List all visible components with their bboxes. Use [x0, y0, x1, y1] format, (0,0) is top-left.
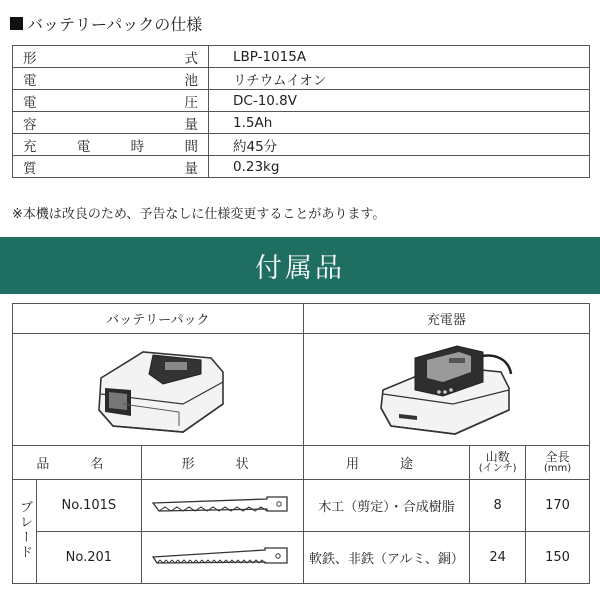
accessory-labels-row: [13, 304, 590, 334]
spec-note: ※本機は改良のため、予告なしに仕様変更することがあります。: [12, 207, 386, 222]
blade-101s-icon: [147, 489, 297, 519]
spec-key-char: 充: [23, 138, 37, 155]
spec-value: 1.5Ah: [209, 112, 590, 134]
accessories-table: [12, 303, 590, 584]
spec-title-text: バッテリーパックの仕様: [27, 15, 203, 34]
spec-key-char: 池: [184, 72, 198, 89]
spec-key-char: 量: [184, 116, 198, 133]
spec-value: 0.23kg: [209, 156, 590, 178]
battery-pack-image-cell: [13, 334, 304, 446]
spec-key-char: 電: [23, 94, 37, 111]
blade-teeth: 8: [470, 480, 526, 532]
length-header: 全長 (mm): [526, 446, 590, 480]
spec-title: [10, 12, 202, 35]
blade-use: 軟鉄、非鉄（アルミ、銅）: [303, 532, 470, 584]
blade-shape-cell: [141, 480, 303, 532]
banner-title: 付属品: [255, 253, 345, 284]
spec-key-char: 時: [130, 138, 145, 155]
spec-key-char: 形: [23, 50, 37, 67]
spec-key-char: 式: [184, 50, 198, 67]
battery-pack-icon: [83, 338, 233, 438]
blade-use: 木工（剪定）・合成樹脂: [303, 480, 470, 532]
spec-value: リチウムイオン: [209, 68, 590, 90]
spec-value: LBP-1015A: [209, 46, 590, 68]
spec-key-char: 電: [23, 72, 37, 89]
charger-image-cell: [303, 334, 589, 446]
spec-row: [13, 68, 590, 90]
blade-header-row: [13, 446, 590, 480]
battery-label: バッテリーパック: [13, 304, 304, 334]
spec-key-char: 圧: [184, 94, 198, 111]
spec-key-char: 間: [184, 138, 198, 155]
table-row: [13, 480, 590, 532]
spec-row: [13, 134, 590, 156]
spec-row: [13, 90, 590, 112]
spec-row: [13, 112, 590, 134]
spec-table: [12, 45, 590, 178]
blade-group-label: ブレード: [13, 480, 37, 584]
spec-row: [13, 46, 590, 68]
blade-name: No.101S: [36, 480, 141, 532]
table-row: [13, 532, 590, 584]
charger-icon: [371, 338, 521, 438]
spec-row: [13, 156, 590, 178]
teeth-header: 山数 (インチ): [470, 446, 526, 480]
blade-length: 150: [526, 532, 590, 584]
accessories-banner: [0, 237, 600, 294]
blade-teeth: 24: [470, 532, 526, 584]
blade-shape-cell: [141, 532, 303, 584]
charger-label: 充電器: [303, 304, 589, 334]
blade-length: 170: [526, 480, 590, 532]
spec-key-char: 電: [76, 138, 91, 155]
use-header: 用 途: [303, 446, 470, 480]
accessory-images-row: [13, 334, 590, 446]
blade-name: No.201: [36, 532, 141, 584]
name-header: 品 名: [13, 446, 142, 480]
spec-value: 約45分: [209, 134, 590, 156]
spec-key-char: 容: [23, 116, 37, 133]
spec-key-char: 質: [23, 160, 37, 177]
spec-value: DC-10.8V: [209, 90, 590, 112]
spec-key-char: 量: [184, 160, 198, 177]
blade-201-icon: [147, 541, 297, 571]
square-bullet-icon: [10, 17, 23, 30]
shape-header: 形 状: [141, 446, 303, 480]
